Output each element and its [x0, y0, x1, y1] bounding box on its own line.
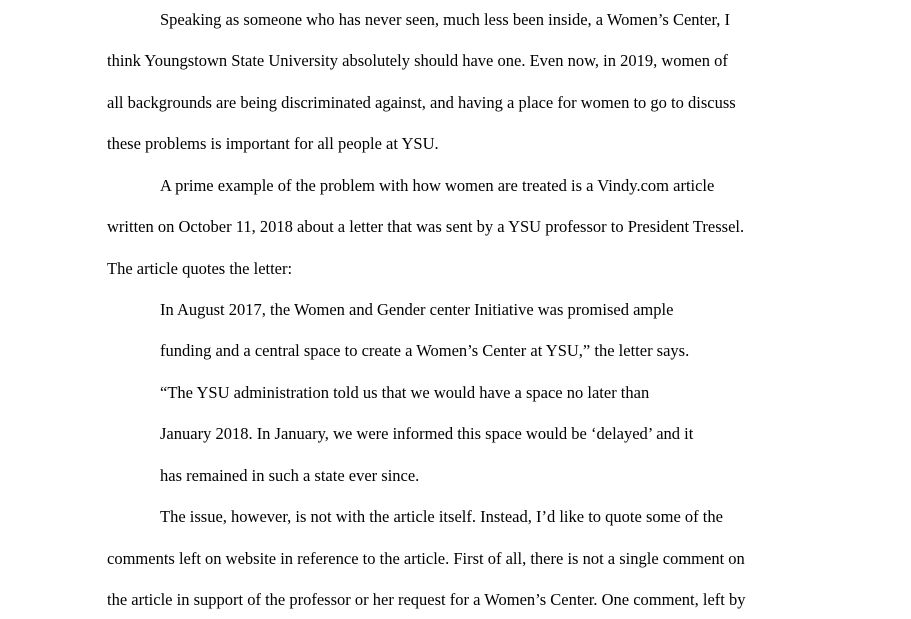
paragraph-1-line-1: Speaking as someone who has never seen, much less been inside, a Women’s Center, I	[160, 10, 731, 29]
block-quote-line-1: In August 2017, the Women and Gender center Initiative was promised ample	[160, 300, 674, 319]
block-quote-line-5: has remained in such a state ever since.	[160, 466, 420, 485]
paragraph-3-line-2: comments left on website in reference to the article. First of all, there is not a single comment on	[107, 549, 745, 568]
paragraph-1-line-4: these problems is important for all people at YSU.	[107, 134, 439, 153]
paragraph-2-line-1: A prime example of the problem with how women are treated is a Vindy.com article	[160, 176, 715, 195]
paragraph-1-line-2: think Youngstown State University absolutely should have one. Even now, in 2019, women of	[107, 51, 728, 70]
block-quote-line-2: funding and a central space to create a Women’s Center at YSU,” the letter says.	[160, 341, 690, 360]
block-quote-line-3: “The YSU administration told us that we would have a space no later than	[160, 383, 650, 402]
block-quote-line-4: January 2018. In January, we were informed this space would be ‘delayed’ and it	[160, 424, 694, 443]
paragraph-2-line-2: written on October 11, 2018 about a letter that was sent by a YSU professor to President Tressel.	[107, 217, 745, 236]
paragraph-1-line-3: all backgrounds are being discriminated against, and having a place for women to go to discuss	[107, 93, 736, 112]
paragraph-2-line-3: The article quotes the letter:	[107, 259, 293, 278]
paragraph-3-line-3: the article in support of the professor or her request for a Women’s Center. One comment, left by	[107, 590, 746, 609]
paragraph-3-line-1: The issue, however, is not with the article itself. Instead, I’d like to quote some of the	[160, 507, 723, 526]
